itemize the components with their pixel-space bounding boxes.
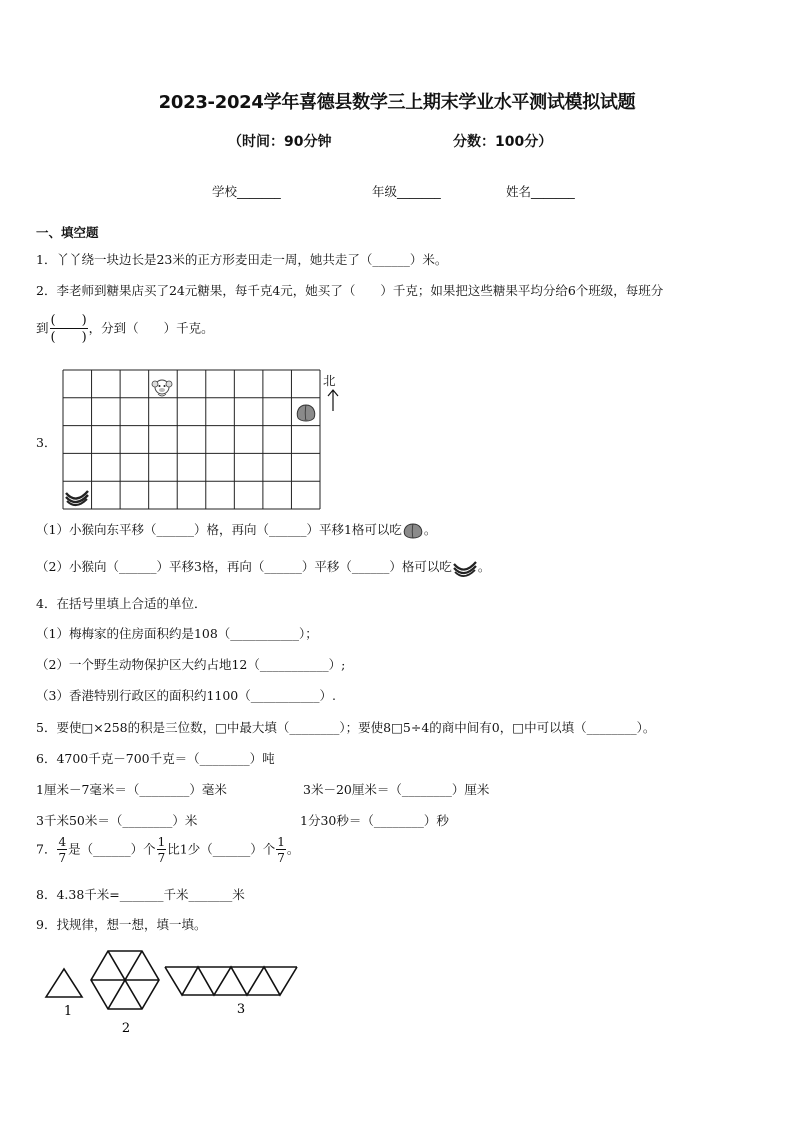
triangle-pattern-figure [40,945,340,1040]
question-1: 1．丫丫绕一块边长是23米的正方形麦田走一周，她共走了（______）米。 [36,252,448,267]
fraction-1-7 [157,836,167,864]
question-3-1-end: 。 [423,522,437,537]
question-3-label: 3． [36,435,57,450]
grid-lines [63,370,320,509]
question-6: 6．4700千克－700千克＝（________）吨 [36,751,275,766]
peach-icon [297,405,314,421]
north-arrow-icon [326,388,340,412]
school-field[interactable]: 学校_______ [212,184,281,199]
fraction-denominator: 7 [58,851,67,865]
question-2-line1: 2．李老师到糖果店买了24元糖果，每千克4元，她买了（ ）千克；如果把这些糖果平均分给6个班级，每班分 [36,283,664,298]
page-title: 2023-2024学年喜德县数学三上期末学业水平测试模拟试题 [158,92,636,113]
question-7-label: 7． [36,841,57,857]
fraction-numerator: 1 [157,835,166,849]
grade-field[interactable]: 年级_______ [372,184,441,199]
exam-time: （时间：90分钟 [228,134,332,150]
question-6-d: 1分30秒＝（________）秒 [300,813,449,828]
fraction-1-7 [276,836,286,864]
question-7-end: 。 [286,841,300,857]
question-3-2 [36,557,490,578]
question-5: 5．要使□×258的积是三位数，□中最大填（________）；要使8□5÷4的商中间有0，□中可以填（________）。 [36,720,656,735]
fraction-numerator[interactable]: ( ) [50,313,87,328]
figure-label-1: 1 [63,1004,73,1019]
fraction-numerator: 4 [58,835,67,849]
fraction-numerator: 1 [277,835,285,849]
fraction-denominator: 7 [157,851,166,865]
question-3-2-text: （2）小猴向（______）平移3格，再向（______）平移（______）格可以吃 [36,559,452,574]
question-4-1: （1）梅梅家的住房面积约是108（___________）； [36,626,318,641]
banana-icon [66,491,88,505]
question-6-a: 1厘米－7毫米＝（________）毫米 [36,782,227,797]
peach-icon [402,522,424,540]
fraction-denominator[interactable]: ( ) [50,330,87,345]
fraction-4-7 [57,836,67,864]
question-6-c: 3千米50米＝（________）米 [36,813,198,828]
question-4-3: （3）香港特别行政区的面积约1100（___________）. [36,688,336,703]
question-3-1 [36,520,436,540]
triangle-strip-figure-3 [165,967,297,995]
banana-icon [452,558,478,578]
exam-score: 分数：100分） [453,134,553,150]
question-8: 8．4.38千米=_______千米_______米 [36,887,245,902]
fraction-denominator: 7 [277,851,285,865]
question-4: 4．在括号里填上合适的单位． [36,596,207,611]
question-2-suffix: ，分到（ ）千克。 [88,320,214,336]
section-title: 一、填空题 [36,225,99,240]
question-3-2-end: 。 [477,559,491,574]
question-6-b: 3米－20厘米＝（________）厘米 [303,782,490,797]
figure-label-2: 2 [121,1021,131,1036]
question-3-1-text: （1）小猴向东平移（______）格，再向（______）平移1格可以吃 [36,522,402,537]
question-9: 9．找规律，想一想，填一填。 [36,917,207,932]
question-7-text2: 比1少（______）个 [167,841,276,857]
name-field[interactable]: 姓名_______ [506,184,575,199]
blank-fraction[interactable] [50,314,88,344]
question-7-text1: 是（______）个 [68,841,156,857]
triangle-figure-1 [46,969,82,997]
question-7 [36,836,299,864]
monkey-icon [152,380,172,396]
figure-label-3: 3 [236,1002,246,1017]
question-2-line2 [36,314,214,344]
question-2-prefix: 到 [36,320,49,336]
north-label: 北 [323,373,336,388]
question-4-2: （2）一个野生动物保护区大约占地12（___________）; [36,657,346,672]
hexagon-figure-2 [91,951,159,1009]
grid-map [62,369,354,512]
